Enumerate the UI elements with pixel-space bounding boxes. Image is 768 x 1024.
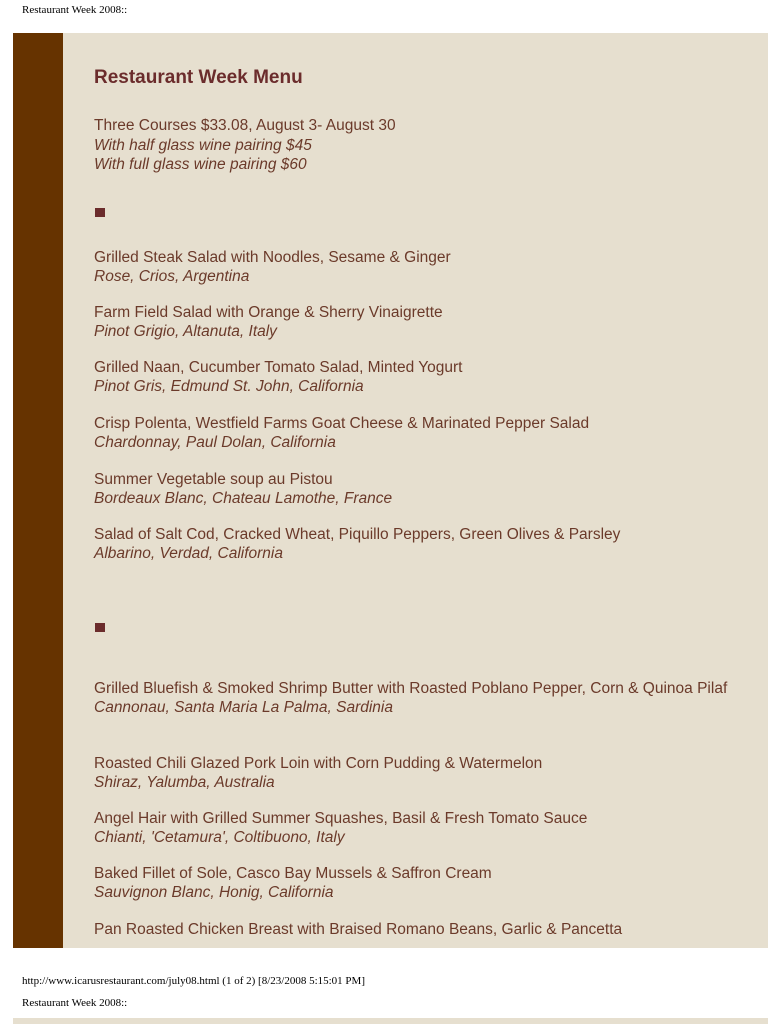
dish-name: Angel Hair with Grilled Summer Squashes, Basil & Fresh Tomato Sauce [94,810,588,827]
dish-item [94,414,734,452]
pricing-full-pairing: With full glass wine pairing $60 [94,156,307,173]
wine-pairing: Rose, Crios, Argentina [94,268,250,285]
wine-pairing: Chardonnay, Paul Dolan, California [94,434,336,451]
dish-name: Grilled Steak Salad with Noodles, Sesame & Ginger [94,249,451,266]
dish-item [94,470,734,508]
dish-name: Summer Vegetable soup au Pistou [94,471,333,488]
dish-item [94,920,734,939]
dish-name: Salad of Salt Cod, Cracked Wheat, Piquillo Peppers, Green Olives & Parsley [94,526,621,543]
dish-name: Pan Roasted Chicken Breast with Braised Romano Beans, Garlic & Pancetta [94,921,623,938]
wine-pairing: Sauvignon Blanc, Honig, California [94,884,334,901]
dish-name: Grilled Naan, Cucumber Tomato Salad, Minted Yogurt [94,359,463,376]
wine-pairing: Pinot Grigio, Altanuta, Italy [94,323,277,340]
pricing-block [94,116,396,175]
next-page-header: Restaurant Week 2008:: [22,997,128,1009]
dish-name: Baked Fillet of Sole, Casco Bay Mussels & Saffron Cream [94,865,492,882]
next-menu-panel [13,1018,768,1024]
wine-pairing: Chianti, 'Cetamura', Coltibuono, Italy [94,829,345,846]
dish-name: Roasted Chili Glazed Pork Loin with Corn Pudding & Watermelon [94,755,543,772]
page-header: Restaurant Week 2008:: [22,4,128,16]
dish-name: Farm Field Salad with Orange & Sherry Vinaigrette [94,304,443,321]
dish-item [94,248,734,286]
left-decorative-bar [13,33,63,948]
dish-item [94,358,734,396]
menu-panel [13,33,768,948]
wine-pairing: Bordeaux Blanc, Chateau Lamothe, France [94,490,393,507]
wine-pairing: Pinot Gris, Edmund St. John, California [94,378,364,395]
wine-pairing: Albarino, Verdad, California [94,545,283,562]
section-bullet-icon [95,623,105,632]
pricing-main: Three Courses $33.08, August 3- August 30 [94,117,396,134]
menu-title: Restaurant Week Menu [94,67,303,88]
dish-item [94,864,734,902]
dish-item [94,525,734,563]
page-footer-url: http://www.icarusrestaurant.com/july08.html (1 of 2) [8/23/2008 5:15:01 PM] [22,975,365,987]
dish-item [94,754,734,792]
dish-name: Crisp Polenta, Westfield Farms Goat Cheese & Marinated Pepper Salad [94,415,590,432]
dish-name: Grilled Bluefish & Smoked Shrimp Butter with Roasted Poblano Pepper, Corn & Quinoa Pilaf [94,680,728,697]
dish-item [94,809,734,847]
dish-item [94,303,734,341]
pricing-half-pairing: With half glass wine pairing $45 [94,136,312,154]
dish-item [94,679,734,717]
wine-pairing: Cannonau, Santa Maria La Palma, Sardinia [94,699,393,716]
section-bullet-icon [95,208,105,217]
wine-pairing: Shiraz, Yalumba, Australia [94,774,275,791]
